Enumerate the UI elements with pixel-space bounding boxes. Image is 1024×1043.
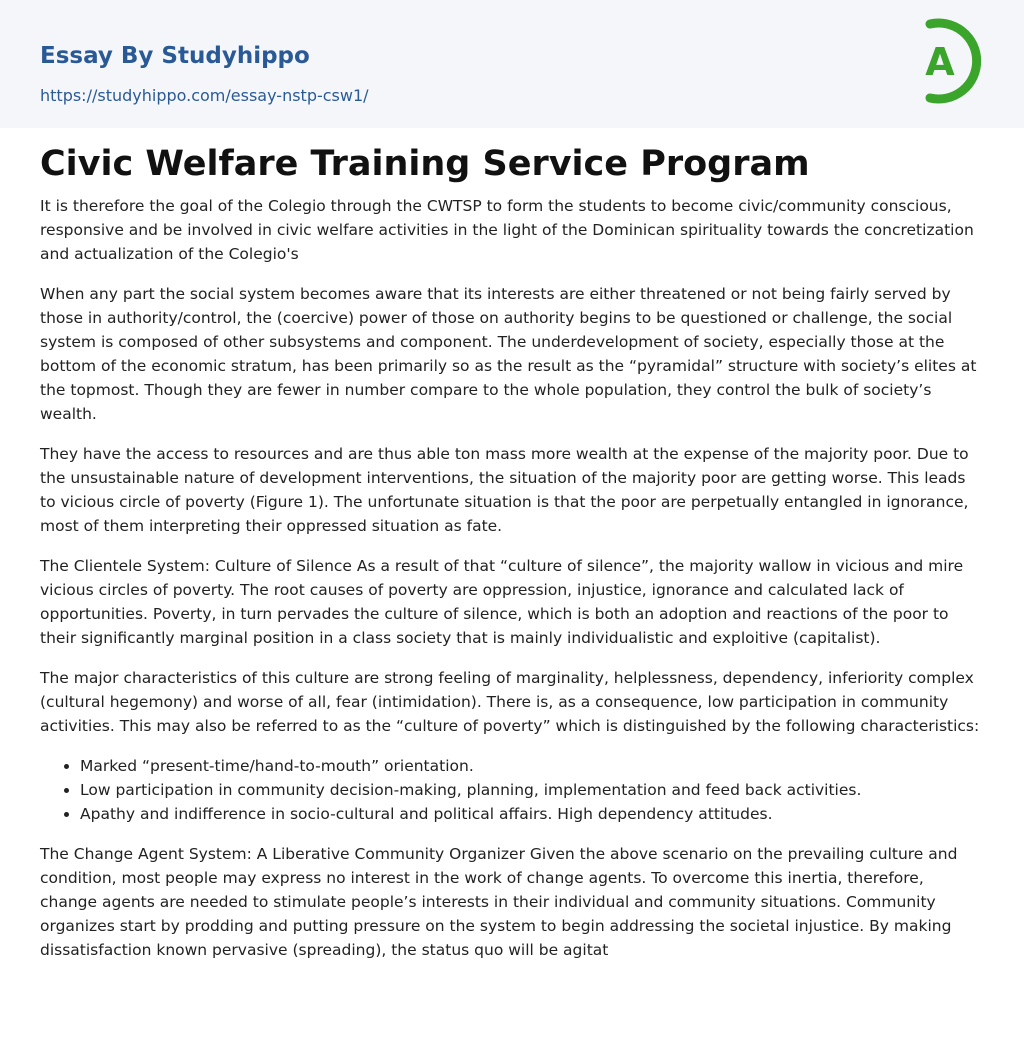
list-item: • Apathy and indifference in socio-cultural and political affairs. High dependency attitudes. [80,802,984,826]
article [0,128,1024,962]
site-header [0,0,1024,128]
characteristics-list [40,754,984,826]
paragraph-2: When any part the social system becomes aware that its interests are either threatened or not being fairly served by those in authority/control, the (coercive) power of those on authority begins to be questioned or challenge, the social system is composed of other subsystems and component. The underdevelopment of society, especially those at the bottom of the economic stratum, has been primarily so as the result as the “pyramidal” structure with society’s elites at the topmost. Though they are fewer in number compare to the whole population, they control the bulk of society’s wealth. [40,285,977,423]
closing-paragraph: The Change Agent System: A Liberative Community Organizer Given the above scenario on the prevailing culture and condition, most people may express no interest in the work of change agents. To overcome this inertia, therefore, change agents are needed to stimulate people’s interests in their individual and community situations. Community organizes start by prodding and putting pressure on the system to begin addressing the societal injustice. By making dissatisfaction known pervasive (spreading), the status quo will be agitat [40,845,958,959]
list-item: • Low participation in community decision-making, planning, implementation and feed back activities. [80,778,984,802]
list-item: • Marked “present-time/hand-to-mouth” orientation. [80,754,984,778]
essay-url-link[interactable]: https://studyhippo.com/essay-nstp-csw1/ [40,86,369,105]
page-title: Civic Welfare Training Service Program [40,144,810,184]
paragraph-3: They have the access to resources and are thus able ton mass more wealth at the expense of the majority poor. Due to the unsustainable nature of development interventions, the situation of the majority poor are getting worse. This leads to vicious circle of poverty (Figure 1). The unfortunate situation is that the poor are perpetually entangled in ignorance, most of them interpreting their oppressed situation as fate. [40,445,969,535]
paragraph-5: The major characteristics of this culture are strong feeling of marginality, helplessness, dependency, inferiority complex (cultural hegemony) and worse of all, fear (intimidation). There is, as a consequence, low participation in community activities. This may also be referred to as the “culture of poverty” which is distinguished by the following characteristics: [40,669,980,735]
brand-title: Essay By Studyhippo [40,43,310,69]
paragraph-1: It is therefore the goal of the Colegio through the CWTSP to form the students to become civic/community conscious, responsive and be involved in civic welfare activities in the light of the Dominican spirituality towards the concretization and actualization of the Colegio's [40,197,974,263]
paragraph-4: The Clientele System: Culture of Silence As a result of that “culture of silence”, the majority wallow in vicious and mire vicious circles of poverty. The root causes of poverty are oppression, injustice, ignorance and calculated lack of opportunities. Poverty, in turn pervades the culture of silence, which is both an adoption and reactions of the poor to their significantly marginal position in a class society that is mainly individualistic and exploitive (capitalist). [40,557,964,647]
studyhippo-logo-icon[interactable] [914,18,986,106]
logo-letter: A [925,40,955,84]
